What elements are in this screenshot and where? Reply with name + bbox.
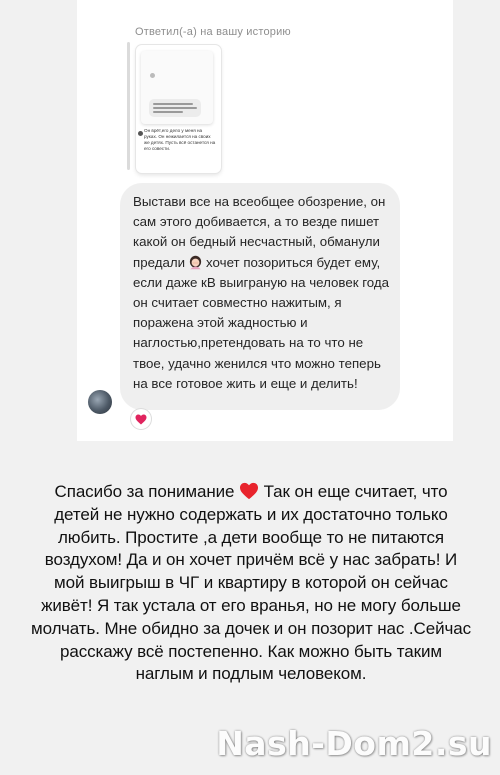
quote-line xyxy=(127,42,130,170)
story-preview-thumbnail[interactable] xyxy=(136,45,221,173)
red-heart-icon xyxy=(239,482,259,500)
thumb-line xyxy=(153,107,197,109)
thumb-line xyxy=(153,103,193,105)
woman-facepalm-emoji-icon xyxy=(188,255,203,270)
message-text-part1: Выстави все на всеобщее обозрение, он сам этого добивается, а то везде пишет какой он бедный несчастный, обманули предали xyxy=(133,194,386,270)
sender-avatar[interactable] xyxy=(88,390,112,414)
heart-icon xyxy=(135,414,147,425)
thumb-bubble xyxy=(149,99,201,117)
caption-part1: Спасибо за понимание xyxy=(54,482,235,501)
reaction-badge[interactable] xyxy=(131,409,151,429)
thumb-dot xyxy=(150,73,155,78)
message-text-part2: хочет позориться будет ему, если даже кВ выиграную на человек года он считает совместно нажитым, я поражена этой жадностью и наглостью,претендовать на то что не твое, удачно женился что можно теперь на все готовое жить и еще и делить! xyxy=(133,254,390,391)
story-caption xyxy=(30,481,472,686)
caption-part2: Так он еще считает, что детей не нужно содержать и их достаточно только любить. Простите ,а дети вообще то не питаются воздухом! Да и он хочет причём всё у нас забрать! И мой выигрыш в ЧГ и квартиру в которой он сейчас живёт! Я так устала от его вранья, но не могу больше молчать. Мне обидно за дочек и он позорит нас .Сейчас расскажу всё постепенно. Как можно быть таким наглым и подлым человеком. xyxy=(31,482,471,684)
message-text xyxy=(133,192,395,394)
thumb-line xyxy=(153,111,183,113)
thumb-text: Он врёт,его дело у меня на руках. Он нежилается на своих же детях. Пусть всё останется на его совести. xyxy=(144,128,216,151)
reply-header: Ответил(-а) на вашу историю xyxy=(135,26,291,38)
site-watermark: Nash-Dom2.su xyxy=(216,724,492,763)
thumb-inner-card xyxy=(141,51,213,124)
thumb-avatar xyxy=(138,131,143,136)
